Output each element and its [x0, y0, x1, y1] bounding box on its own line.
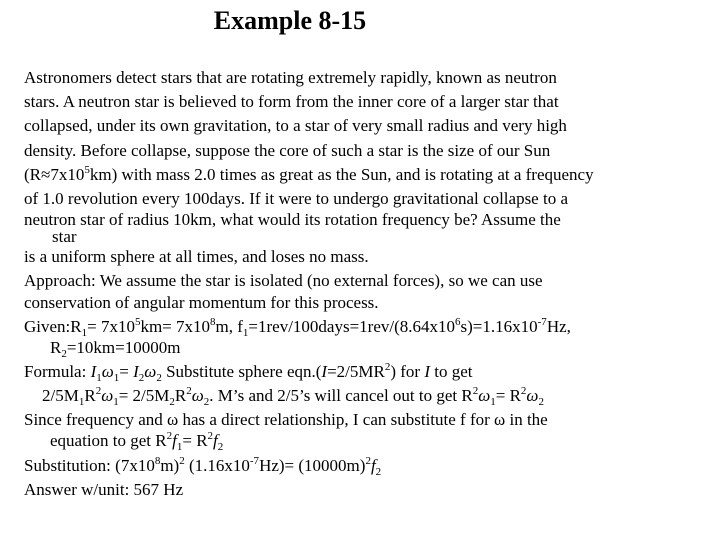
problem-line-4: density. Before collapse, suppose the core of such a star is the size of our Sun	[24, 140, 551, 160]
substitution-line: Substitution: $(7x10^8m)^2$ $(1.16x10^{-7}Hz)= (10000m)^2f_2$	[24, 455, 382, 479]
problem-line-1: Astronomers detect stars that are rotating extremely rapidly, known as neutron	[24, 68, 557, 87]
problem-line-5: $(R\approx 7x10^5km)$ with mass 2.0 times as great as the Sun, and is rotating at a frequency	[24, 163, 594, 184]
formula-line-2: $2/5M_1R^2\omega_1= 2/5M_2R^2\omega_2$. M’s and 2/5’s will cancel out to get $R^2\omega_1= R^2\omega_2$	[42, 384, 544, 408]
since-line-1: Since frequency and ω has a direct relationship, I can substitute f for ω in the	[24, 410, 548, 430]
problem-line-6: of 1.0 revolution every 100days. If it were to undergo gravitational collapse to a	[24, 188, 568, 208]
since-line-2: equation to get $R^2f_1= R^2f_2$	[50, 430, 224, 454]
given-line: $Given:R_1= 7x10^5km= 7x10^8m$, $f_1=1rev/100days=1rev/(8.64x10^6s)=1.16x10^{-7}Hz$,	[24, 315, 571, 339]
problem-line-7: neutron star of radius 10km, what would its rotation frequency be? Assume the	[24, 210, 561, 230]
problem-line-2: stars. A neutron star is believed to form from the inner core of a larger star that	[24, 92, 559, 112]
answer-line: Answer w/unit: 567 Hz	[24, 480, 184, 500]
page-title: Example 8-15	[213, 6, 367, 35]
problem-line-9: is a uniform sphere at all times, and loses no mass.	[24, 247, 369, 267]
problem-line-8: star	[52, 227, 77, 247]
given-r2-line: $R_2=10km=10000m$	[50, 337, 181, 360]
problem-line-3: collapsed, under its own gravitation, to a star of very small radius and very high	[24, 116, 567, 136]
solution-text	[24, 66, 704, 503]
approach-line-2: conservation of angular momentum for this process.	[24, 292, 379, 312]
formula-line-1: Formula: $I_1\omega_1= I_2\omega_2$ Substitute sphere $eqn.(I=2/5MR^2)$ for I to get	[24, 360, 473, 384]
approach-line-1: Approach: We assume the star is isolated (no external forces), so we can use	[24, 271, 543, 291]
